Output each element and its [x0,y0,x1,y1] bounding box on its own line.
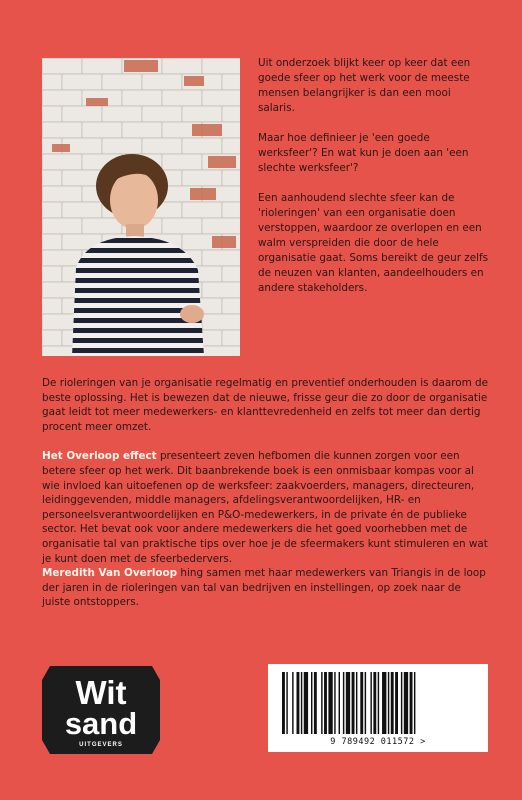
blurb-paragraph-3 [42,566,488,610]
blurb-paragraph-1: De rioleringen van je organisatie regelmatig en preventief onderhouden is daarom de beste oplossing. Het is bewezen dat de nieuwe, frisse geur die zo door de organisatie gaat leidt tot meer medewerkers- en klanttevredenheid en zelfs tot meer dan dertig procent meer omzet. [42,377,489,433]
blurb-text [42,376,488,610]
logo-line-2: sand [64,706,138,741]
barcode [268,664,488,752]
blurb-paragraph-2 [42,449,488,566]
logo-line-3: UITGEVERS [79,742,123,748]
author-photo [42,58,240,356]
barcode-icon [278,672,478,734]
publisher-logo [42,666,160,754]
intro-paragraph-3: Een aanhoudend slechte sfeer kan de 'rioleringen' van een organisatie doen verstoppen, waardoor ze overlopen en een walm verspreiden die door de hele organisatie gaat. Soms bereikt de geur zelfs de neuzen van klanten, aandeelhouders en andere stakeholders. [258,192,489,294]
intro-paragraph-1: Uit onderzoek blijkt keer op keer dat een goede sfeer op het werk voor de meeste mensen belangrijker is dan een mooi salaris. [258,57,471,114]
isbn-number: 9 789492 011572 > [330,737,426,747]
logo-line-1: Wit [75,674,127,711]
blurb-paragraph-3-text: hing samen met haar medewerkers van Triangis in de loop der jaren in de rioleringen van tal van bedrijven en instellingen, op zoek naar de juiste ontstoppers. [42,567,486,609]
intro-text [258,56,490,311]
intro-paragraph-2: Maar hoe definieer je 'een goede werksfeer'? En wat kun je doen aan 'een slechte werksfeer'? [258,132,469,174]
author-name: Meredith Van Overloop [42,567,178,580]
blurb-paragraph-2-text: presenteert zeven hefbomen die kunnen zorgen voor een betere sfeer op het werk. Dit baanbrekende boek is een onmisbaar kompas voor al wie invloed kan uitoefenen op de werksfeer: zaakvoerders, managers, directeuren, leidinggevenden, middle managers, afdelingsverantwoordelijken, HR- en personeelsverantwoordelijken en P&O-medewerkers, in de private én de publieke sector. Het bevat ook voor andere medewerkers die het goed voorhebben met de organisatie tal van praktische tips over hoe je de sfeermakers kunt stimuleren en wat je kunt doen met de sfeerbedervers. [42,450,488,565]
author-portrait-image [42,58,240,356]
book-title: Het Overloop effect [42,450,157,463]
witsand-logo-icon [42,666,160,754]
